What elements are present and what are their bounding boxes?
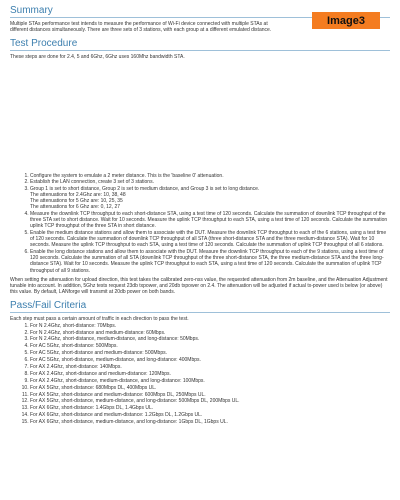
- criteria-item: 10. For AX 5Ghz, short-distance: 680Mbps DL, 400Mbps UL.: [30, 385, 390, 391]
- criteria-list: [10, 323, 390, 426]
- test-procedure-heading: Test Procedure: [10, 38, 390, 51]
- criteria-item: 9. For AX 2.4Ghz, short-distance, medium-distance, and long-distance: 100Mbps.: [30, 378, 390, 384]
- attenuation-line: The attenuations for 5 Ghz are: 10, 25, 35: [30, 198, 123, 205]
- image-badge: Image3: [312, 12, 380, 29]
- procedure-step: 6. Enable the long distance stations and allow them to associate with the DUT. Measure the downlink TCP throughput to each of the 9 stations, using a test time of 120 seconds. Calculate the summation of all STA (downlink TCP throughput of the three short-distance STA, the three medium-distance STA and the three long-distance STA). Wait for 10 seconds. Measure the uplink TCP throughput to each STA, using a test time of 120 seconds. Calculate the summation of uplink TCP throughput of all 9 stations.: [30, 249, 390, 274]
- criteria-item: 3. For N 2.4Ghz, short-distance, medium-distance, and long-distance: 50Mbps.: [30, 336, 390, 342]
- criteria-intro: Each step must pass a certain amount of traffic in each direction to pass the test.: [10, 316, 189, 323]
- blank-space: [10, 61, 390, 173]
- procedure-step: 4. Measure the downlink TCP throughput to each short-distance STA, using a test time of 120 seconds. Calculate the summation of downlink TCP throughput of the three STA set to short distance. Wait for 10 seconds. Measure the uplink TCP throughput to each STA, using a test time of 120 seconds. Calculate the summation uplink TCP throughput of the three STA in short distance.: [30, 211, 390, 230]
- criteria-item: 13. For AX 6Ghz, short-distance: 1.4Gbps DL, 1.4Gbps UL.: [30, 405, 390, 411]
- procedure-step: 2. Establish the LAN connection, create 3 set of 3 stations.: [30, 179, 390, 185]
- criteria-item: 12. For AX 5Ghz, short-distance, medium-distance, and long-distance: 500Mbps DL, 200Mbps UL.: [30, 398, 390, 404]
- procedure-step: 5. Enable the medium distance stations and allow them to associate with the DUT. Measure the downlink TCP throughput to each of the 6 stations, using a test time of 120 seconds. Calculate the summation of downlink TCP throughput of all STA (three short-distance STA and the three medium-distance STA). Wait for 10 seconds. Measure the uplink TCP throughput to each STA, using a test time of 120 seconds. Calculate the summation of uplink TCP throughput of all 6 stations.: [30, 230, 390, 249]
- attenuation-line: The attenuations for 6 Ghz are: 0, 12, 27: [30, 204, 121, 211]
- criteria-heading: Pass/Fail Criteria: [10, 300, 390, 313]
- criteria-item: 2. For N 2.4Ghz, short-distance and medium-distance: 60Mbps.: [30, 330, 390, 336]
- criteria-item: 8. For AX 2.4Ghz, short-distance and medium-distance: 120Mbps.: [30, 371, 390, 377]
- procedure-steps: [10, 173, 390, 274]
- attenuation-line: The attenuations for 2.4Ghz are: 10, 38, 48: [30, 192, 126, 198]
- summary-text: Multiple STAs performance test intends to measure the performance of Wi-Fi device connected with multiple STAs at different distances simultaneously. There are three sets of 3 stations, with each group at a different emulated distance.: [10, 21, 272, 34]
- test-procedure-intro: These steps are done for 2.4, 5 and 6Ghz, 6Ghz uses 160Mhz bandwidth STA.: [10, 54, 185, 61]
- criteria-item: 11. For AX 5Ghz, short-distance and medium-distance: 600Mbps DL, 250Mbps UL.: [30, 392, 390, 398]
- criteria-item: 6. For AC 5Ghz, short-distance, medium-distance, and long-distance: 400Mbps.: [30, 357, 390, 363]
- criteria-item: 5. For AC 5Ghz, short-distance and medium-distance: 500Mbps.: [30, 350, 390, 356]
- criteria-item: 14. For AX 6Ghz, short-distance and medium-distance: 1.2Gbps DL, 1.2Gbps UL.: [30, 412, 390, 418]
- criteria-item: 1. For N 2.4Ghz, short-distance: 70Mbps.: [30, 323, 390, 329]
- criteria-item: 15. For AX 6Ghz, short-distance, medium-distance, and long-distance: 1Gbps DL, 1Gbps UL.: [30, 419, 390, 425]
- procedure-step: 3. Group 1 is set to short distance, Group 2 is set to medium distance, and Group 3 is set to long distance. The attenuations for 2.4Ghz are: 10, 38, 48 The attenuations for 5 Ghz are: 10, 25, 35 The attenuations for 6 Ghz are: 0, 12, 27: [30, 186, 390, 211]
- criteria-item: 4. For AC 5Ghz, short-distance: 500Mbps.: [30, 343, 390, 349]
- summary-heading: Summary: [10, 5, 390, 18]
- procedure-step: 1. Configure the system to emulate a 2 meter distance. This is the 'baseline 0' attenuation.: [30, 173, 390, 179]
- criteria-item: 7. For AX 2.4Ghz, short-distance: 140Mbps.: [30, 364, 390, 370]
- attenuation-note: When setting the attenuation for upload direction, this test takes the calibrated zero-nss value, the requested attenuation from 2m baseline, and the Attenuation Adjustment tunable into account. In addition, 5Ghz tests request 23db txpower, and 20db txpower on 2.4. The attenuation will be adjusted if actual tx-power used is below (or above) this value. By default, LANforge will transmit at 20db power on both bands.: [10, 276, 388, 296]
